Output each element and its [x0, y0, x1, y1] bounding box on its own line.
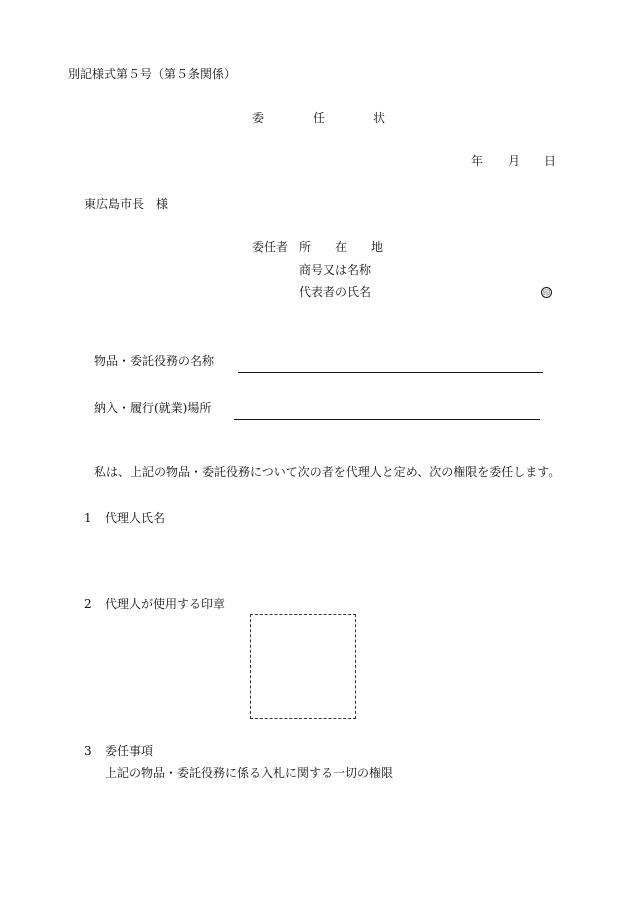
delegator-representative-label: 代表者の氏名	[299, 285, 372, 299]
item-1-number: 1	[84, 511, 92, 525]
title-char-2: 任	[313, 111, 326, 125]
title-char-3: 状	[373, 111, 386, 125]
delegator-company-label: 商号又は名称	[299, 263, 372, 277]
goods-name-label: 物品・委託役務の名称	[94, 354, 215, 368]
item-3-label: 委任事項	[105, 744, 154, 758]
seal-impression-box	[250, 614, 356, 719]
delivery-place-label: 納入・履行(就業)場所	[94, 401, 212, 415]
addressee: 東広島市長 様	[84, 197, 169, 211]
date-line	[0, 155, 630, 169]
seal-icon: 印	[543, 289, 550, 297]
item-2-label: 代理人が使用する印章	[105, 597, 226, 611]
item-3-number: 3	[84, 744, 92, 758]
form-label: 別記様式第５号（第５条関係）	[68, 67, 237, 81]
date-month: 月	[508, 154, 521, 168]
delivery-place-line	[234, 419, 540, 420]
delegated-matter: 上記の物品・委託役務に係る入札に関する一切の権限	[105, 766, 394, 780]
title-char-1: 委	[252, 111, 265, 125]
item-2-number: 2	[84, 597, 92, 611]
date-year: 年	[471, 154, 484, 168]
date-day: 日	[544, 154, 557, 168]
goods-name-line	[238, 372, 543, 373]
delegation-statement: 私は、上記の物品・委託役務について次の者を代理人と定め、次の権限を委任します。	[94, 465, 561, 479]
delegator-address-label: 所 在 地	[299, 240, 384, 254]
delegator-label: 委任者	[252, 240, 289, 254]
item-1-label: 代理人氏名	[105, 511, 166, 525]
document-title	[0, 112, 630, 126]
